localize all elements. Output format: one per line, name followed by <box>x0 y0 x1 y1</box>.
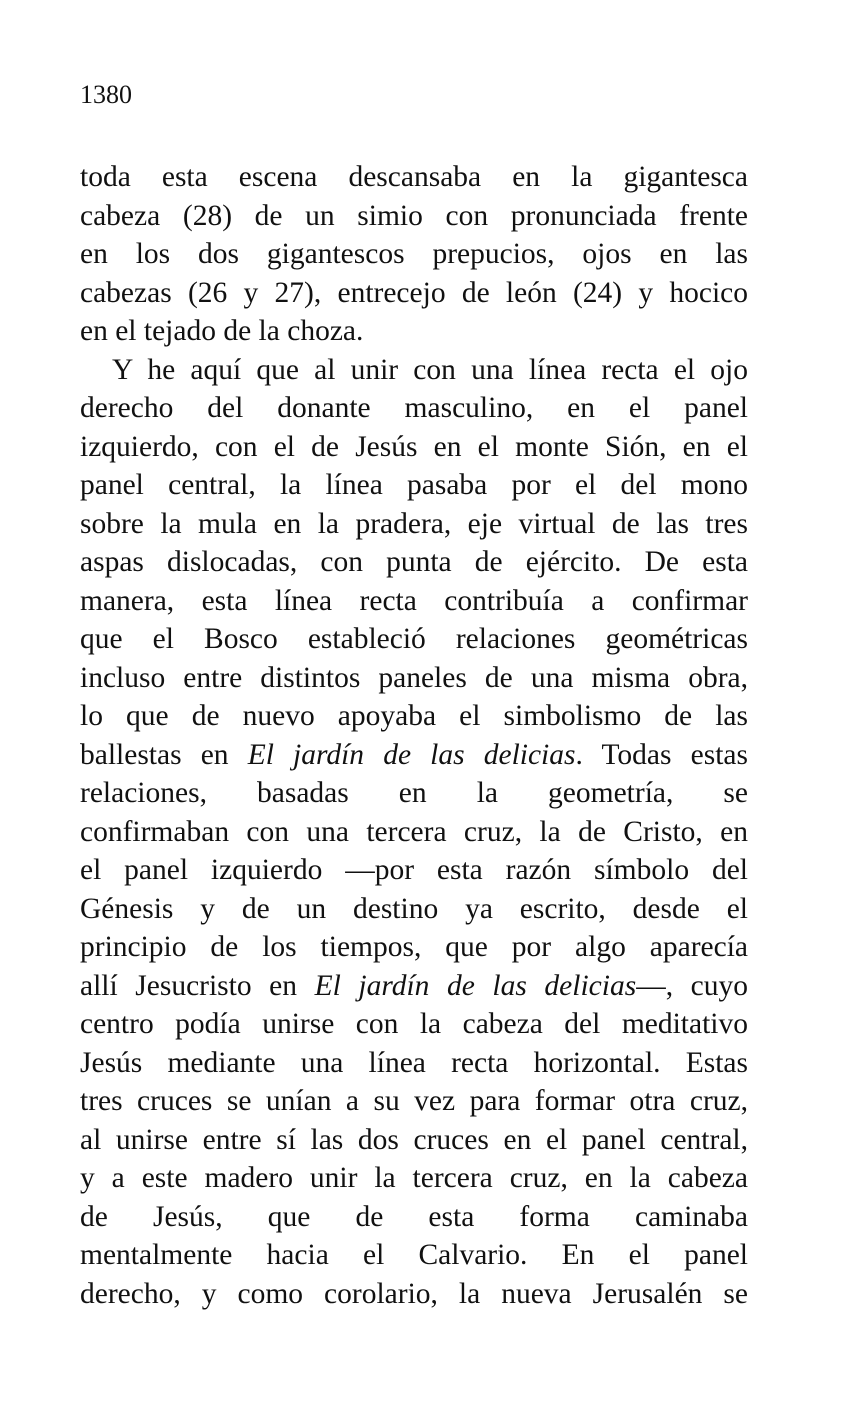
text-line <box>80 1198 748 1237</box>
text-run: panel central, la línea pasaba por el del mono <box>80 469 748 501</box>
text-run: principio de los tiempos, que por algo aparecía <box>80 931 748 963</box>
text-line <box>80 235 748 274</box>
text-run: sobre la mula en la pradera, eje virtual de las tres <box>80 507 748 540</box>
paragraph <box>80 158 748 351</box>
text-run: al unirse entre sí las dos cruces en el panel central, <box>80 1123 748 1156</box>
text-line <box>80 736 748 775</box>
text-run: en los dos gigantescos prepucios, ojos en las <box>80 238 748 270</box>
text-line <box>80 813 748 852</box>
text-run: derecho del donante masculino, en el panel <box>80 392 748 424</box>
text-run: relaciones, basadas en la geometría, se <box>80 777 748 809</box>
page-number: 1380 <box>80 80 132 109</box>
body-text <box>80 158 748 1313</box>
text-line <box>80 1121 748 1160</box>
text-line <box>80 351 748 390</box>
text-line <box>80 505 748 544</box>
text-run: allí Jesucristo en <box>80 969 315 1002</box>
text-line <box>80 774 748 813</box>
text-run: centro podía unirse con la cabeza del meditativo <box>80 1008 748 1040</box>
text-run: Jesús mediante una línea recta horizontal. Estas <box>80 1046 748 1079</box>
text-run: cabezas (26 y 27), entrecejo de león (24) y hocico <box>80 276 748 309</box>
text-run: aspas dislocadas, con punta de ejército. De esta <box>80 546 748 578</box>
text-line <box>80 312 748 351</box>
text-line <box>80 1005 748 1044</box>
text-run: Génesis y de un destino ya escrito, desde el <box>80 892 748 925</box>
text-run: . Todas estas <box>575 738 748 771</box>
text-line <box>80 1275 748 1314</box>
text-line <box>80 659 748 698</box>
text-line <box>80 890 748 929</box>
text-line <box>80 1044 748 1083</box>
text-line <box>80 697 748 736</box>
text-run: de Jesús, que de esta forma caminaba <box>80 1200 748 1233</box>
text-line <box>80 543 748 582</box>
text-line <box>80 428 748 467</box>
text-run: Y he aquí que al unir con una línea recta el ojo <box>112 353 748 386</box>
text-line <box>80 1236 748 1275</box>
text-run: incluso entre distintos paneles de una misma obra, <box>80 661 748 694</box>
text-run: ballestas en <box>80 738 248 771</box>
text-line <box>80 967 748 1006</box>
text-run: tres cruces se unían a su vez para formar otra cruz, <box>80 1085 748 1117</box>
text-run: lo que de nuevo apoyaba el simbolismo de las <box>80 700 748 732</box>
text-line <box>80 197 748 236</box>
text-run: en el tejado de la choza. <box>80 315 364 347</box>
text-line <box>80 389 748 428</box>
text-run: y a este madero unir la tercera cruz, en la cabeza <box>80 1162 748 1194</box>
text-line <box>80 928 748 967</box>
text-run: izquierdo, con el de Jesús en el monte Sión, en el <box>80 430 748 463</box>
text-run: manera, esta línea recta contribuía a confirmar <box>80 584 748 617</box>
text-line <box>80 851 748 890</box>
text-run: toda esta escena descansaba en la gigantesca <box>80 161 748 193</box>
text-line <box>80 620 748 659</box>
text-run: mentalmente hacia el Calvario. En el panel <box>80 1239 748 1271</box>
text-run: cabeza (28) de un simio con pronunciada frente <box>80 199 748 232</box>
text-run: el panel izquierdo —por esta razón símbolo del <box>80 854 748 886</box>
text-run: derecho, y como corolario, la nueva Jerusalén se <box>80 1277 748 1310</box>
text-run: confirmaban con una tercera cruz, la de Cristo, en <box>80 815 748 848</box>
text-line <box>80 582 748 621</box>
italic-title: El jardín de las delicias <box>247 738 576 771</box>
italic-title: El jardín de las delicias <box>314 969 637 1002</box>
text-line <box>80 1159 748 1198</box>
paragraph <box>80 351 748 1314</box>
text-run: que el Bosco estableció relaciones geométricas <box>80 623 748 655</box>
text-line <box>80 274 748 313</box>
text-line <box>80 158 748 197</box>
text-line <box>80 1082 748 1121</box>
text-run: —, cuyo <box>636 969 748 1002</box>
text-line <box>80 466 748 505</box>
